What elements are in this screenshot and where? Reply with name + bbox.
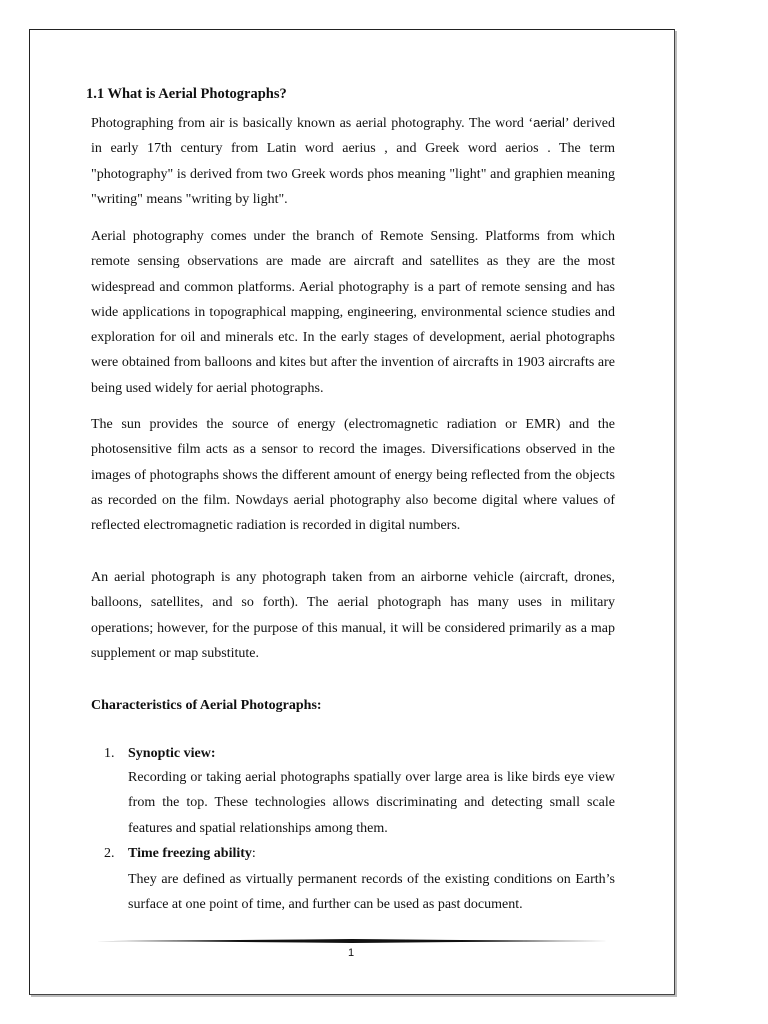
list-item-title-text: Time freezing ability [128,846,252,861]
paragraph-definition-lead: Photographing from air is basically known as aerial photography. The word ‘ [91,116,534,131]
list-item-title [128,846,256,862]
characteristics-heading: Characteristics of Aerial Photographs: [91,698,322,713]
list-number: 2. [104,846,115,861]
paragraph-remote-sensing: Aerial photography comes under the branch of Remote Sensing. Platforms from which remote sensing observations are made are aircraft and satellites as they are the most widespread and common platforms. Aerial photography is a part of remote sensing and has wide applications in topographical mapping, engineering, environmental science studies and exploration for oil and minerals etc. In the early stages of development, aerial photographs were obtained from balloons and kites but after the invention of aircrafts in 1903 aircrafts are being used widely for aerial photographs. [91,229,615,396]
term-aerial: aerial [533,115,565,130]
paragraph-definition [91,110,615,212]
section-heading: 1.1 What is Aerial Photographs? [86,86,287,102]
list-item-body: Recording or taking aerial photographs spatially over large area is like birds eye view from the top. These technologies allows discriminating and detecting small scale features and spatial relationships among them. [128,770,615,836]
paragraph-definition-photograph: An aerial photograph is any photograph taken from an airborne vehicle (aircraft, drones, balloons, satellites, and so forth). The aerial photograph has many uses in military operations; however, for the purpose of this manual, it will be considered primarily as a map supplement or map substitute. [91,570,615,661]
list-number: 1. [104,746,115,761]
list-item-title-tail: : [251,846,256,861]
page-number: 1 [347,947,355,959]
paragraph-energy: The sun provides the source of energy (electromagnetic radiation or EMR) and the photosensitive film acts as a sensor to record the images. Diversifications observed in the images of photographs shows the different amount of energy being reflected from the objects as recorded on the film. Nowdays aerial photography also become digital where values of reflected electromagnetic radiation is recorded in digital numbers. [91,417,615,534]
list-item-body: They are defined as virtually permanent records of the existing conditions on Earth’s surface at one point of time, and further can be used as past document. [128,872,615,913]
paragraph-definition-rest: ’ derived in early 17th century from Latin word aerius , and Greek word aerios . The term "photography" is derived from two Greek words phos meaning "light" and graphien meaning "writing" means "writing by light". [91,116,615,207]
footer-divider [96,937,608,945]
list-item-title [128,746,216,762]
list-item-title-text: Synoptic view: [128,746,216,761]
